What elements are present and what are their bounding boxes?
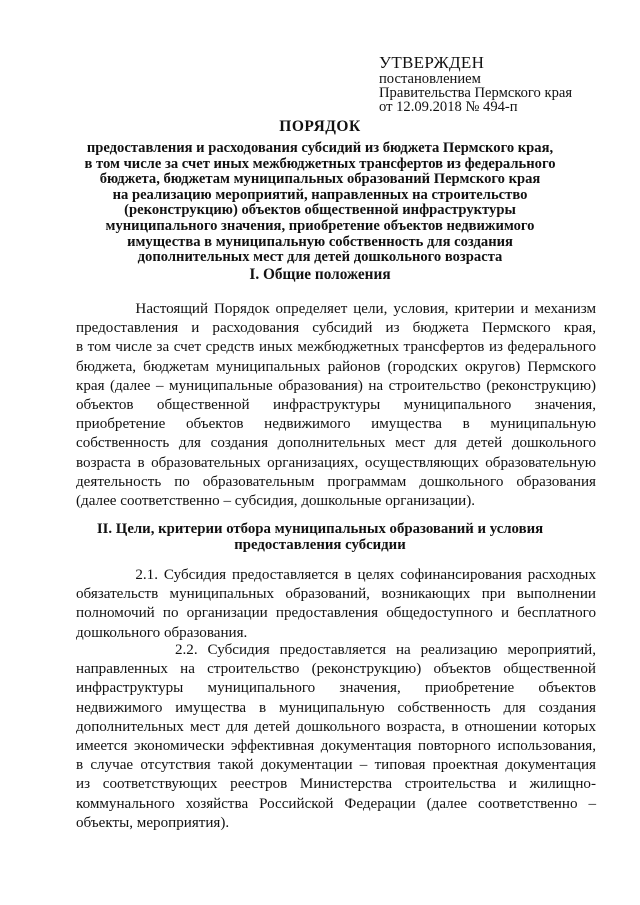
subtitle-line: на реализацию мероприятий, направленных на строительство <box>112 186 528 203</box>
paragraph-line: объекты, мероприятия). <box>76 814 230 831</box>
paragraph-line: направленных на строительство (реконструкцию) объектов общественной <box>76 661 596 678</box>
paragraph-line: деятельность по образовательным программам дошкольного образования <box>76 473 596 490</box>
paragraph-line: из соответствующих реестров Министерства строительства и жилищно- <box>76 776 596 793</box>
subtitle-line: бюджета, бюджетам муниципальных образований Пермского края <box>99 171 541 188</box>
approval-line: постановлением <box>379 71 481 87</box>
paragraph-line: (далее соответственно – субсидия, дошкольные организации). <box>76 493 476 510</box>
section-1-heading: I. Общие положения <box>249 266 391 283</box>
paragraph-line: возраста в образовательных организациях, осуществляющих образовательную <box>76 454 596 471</box>
section-2-heading-line: II. Цели, критерии отбора муниципальных образований и условия <box>96 521 544 537</box>
paragraph-line: 2.1. Субсидия предоставляется в целях софинансирования расходных <box>76 567 596 583</box>
approval-stamp <box>379 54 619 114</box>
approval-line: Правительства Пермского края <box>379 85 573 101</box>
paragraph-line: предоставления и расходования субсидий из бюджета Пермского края, <box>76 320 596 337</box>
paragraph-line: полномочий по организации предоставления общедоступного и бесплатного <box>76 605 596 622</box>
paragraph-line: края (далее – муниципальные образования) на строительство (реконструкцию) <box>76 377 596 394</box>
approval-date-number: от 12.09.2018 № 494-п <box>379 99 518 115</box>
approval-heading: УТВЕРЖДЕН <box>379 53 485 72</box>
section-2-heading-line: предоставления субсидии <box>234 536 406 553</box>
paragraph-line: обязательств муниципальных образований, возникающих при выполнении <box>76 586 596 603</box>
paragraph-line: в случае отсутствия такой документации – типовая проектная документация <box>76 757 596 774</box>
subtitle-line: предоставления и расходования субсидий из бюджета Пермского края, <box>86 140 554 156</box>
section-2-heading <box>60 522 580 553</box>
paragraph-general-provisions <box>76 300 596 511</box>
paragraph-line: инфраструктуры муниципального значения, приобретение объектов <box>76 680 596 697</box>
paragraph-line: дошкольного образования. <box>76 624 248 641</box>
paragraph-line: собственность для создания дополнительных мест для детей дошкольного <box>76 435 596 452</box>
paragraph-line: недвижимого имущества в муниципальную собственность для создания <box>76 699 596 716</box>
document-title: ПОРЯДОК <box>279 118 361 135</box>
subtitle-line: муниципального значения, приобретение объектов недвижимого <box>105 217 535 234</box>
paragraph-line: в том числе за счет средств иных межбюджетных трансфертов из федерального <box>76 339 596 356</box>
subtitle-line: (реконструкцию) объектов общественной инфраструктуры <box>124 202 516 219</box>
subtitle-line: в том числе за счет иных межбюджетных трансфертов из федерального <box>84 155 556 172</box>
paragraph-line: объектов общественной инфраструктуры муниципального значения, <box>76 397 596 414</box>
paragraph-line: имеется экономически эффективная документация повторного использования, <box>76 738 596 755</box>
paragraph-line: приобретение объектов недвижимого имущества в муниципальную <box>76 416 596 433</box>
paragraph-2-2 <box>76 641 596 833</box>
paragraph-line: коммунального хозяйства Российской Федерации (далее соответственно – <box>76 795 596 812</box>
paragraph-line: дополнительных мест для детей дошкольного возраста, в отношении которых <box>76 718 596 735</box>
document-subtitle <box>60 141 580 266</box>
paragraph-2-1 <box>76 566 596 643</box>
subtitle-line: дополнительных мест для детей дошкольного возраста <box>137 249 503 266</box>
subtitle-line: имущества в муниципальную собственность для создания <box>127 233 513 250</box>
paragraph-line: 2.2. Субсидия предоставляется на реализацию мероприятий, <box>76 642 596 658</box>
paragraph-line: Настоящий Порядок определяет цели, условия, критерии и механизм <box>76 301 596 317</box>
paragraph-line: бюджета, бюджетам муниципальных районов (городских округов) Пермского <box>76 358 596 375</box>
